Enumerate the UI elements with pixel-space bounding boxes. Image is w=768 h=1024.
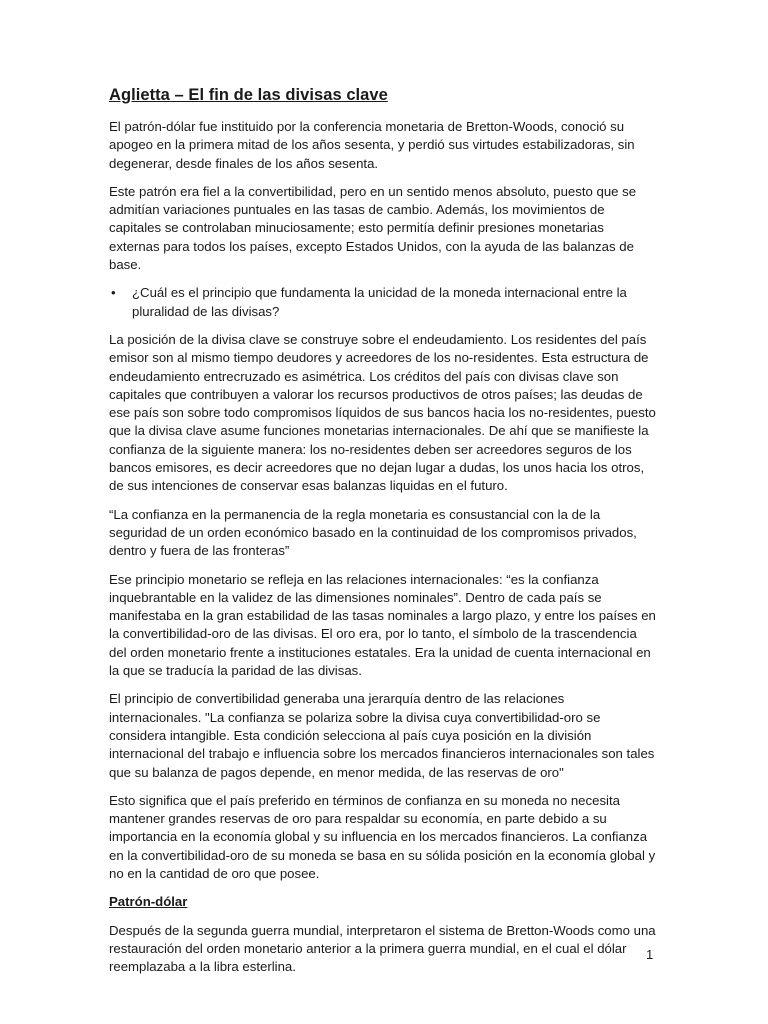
- bullet-list: [109, 284, 657, 321]
- bullet-item: [109, 284, 657, 321]
- document-page: [109, 84, 657, 986]
- paragraph: La posición de la divisa clave se construye sobre el endeudamiento. Los residentes del país emisor son al mismo tiempo deudores y acreedores de los no-residentes. Esta estructura de endeudamiento entrecruzado es asimétrica. Los créditos del país con divisas clave son capitales que contribuyen a valorar los recursos productivos de otros países; las deudas de ese país son sobre todo compromisos líquidos de sus bancos hacia los no-residentes, puesto que la divisa clave asume funciones monetarias internacionales. De ahí que se manifieste la confianza de la siguiente manera: los no-residentes deben ser acreedores seguros de los bancos emisores, es decir acreedores que no dejan lugar a dudas, los unos hacia los otros, de sus intenciones de conservar esas balanzas liquidas en el futuro.: [109, 331, 656, 494]
- paragraph: El principio de convertibilidad generaba una jerarquía dentro de las relaciones internacionales. "La confianza se polariza sobre la divisa cuya convertibilidad-oro se considera intangible. Esta condición selecciona al país cuya posición en la división internacional del trabajo e influencia sobre los mercados financieros internacionales son tales que su balanza de pagos depende, en menor medida, de las reservas de oro": [109, 691, 655, 780]
- bullet-icon: •: [111, 285, 116, 301]
- paragraph: Esto significa que el país preferido en términos de confianza en su moneda no necesita mantener grandes reservas de oro para respaldar su economía, en parte debido a su importancia en la economía global y su influencia en los mercados financieros. La confianza en la convertibilidad-oro de su moneda se basa en su sólida posición en la economía global y no en la cantidad de oro que posee.: [109, 792, 656, 881]
- section-heading: Patrón-dólar: [109, 894, 188, 910]
- quote-paragraph: “La confianza en la permanencia de la regla monetaria es consustancial con la de la seguridad de un orden económico basado en la continuidad de los compromisos privados, dentro y fuera de las fronteras”: [109, 506, 637, 559]
- page-number: 1: [646, 947, 654, 962]
- document-title: Aglietta – El fin de las divisas clave: [109, 86, 388, 104]
- bullet-text: ¿Cuál es el principio que fundamenta la unicidad de la moneda internacional entre la pluralidad de las divisas?: [132, 285, 627, 319]
- paragraph: Este patrón era fiel a la convertibilidad, pero en un sentido menos absoluto, puesto que se admitían variaciones puntuales en las tasas de cambio. Además, los movimientos de capitales se controlaban minuciosamente; esto permitía definir presiones monetarias externas para todos los países, excepto Estados Unidos, con la ayuda de las balanzas de base.: [109, 183, 637, 273]
- paragraph: Después de la segunda guerra mundial, interpretaron el sistema de Bretton-Woods como una restauración del orden monetario anterior a la primera guerra mundial, en el cual el dólar reemplazaba a la libra esterlina.: [109, 922, 656, 975]
- paragraph: Ese principio monetario se refleja en las relaciones internacionales: “es la confianza inquebrantable en la validez de las dimensiones nominales”. Dentro de cada país se manifestaba en la gran estabilidad de las tasas nominales a largo plazo, y entre los países en la convertibilidad-oro de las divisas. El oro era, por lo tanto, el símbolo de la trascendencia del orden monetario frente a instituciones estatales. Era la unidad de cuenta internacional en la que se traducía la paridad de las divisas.: [109, 571, 656, 679]
- paragraph: El patrón-dólar fue instituido por la conferencia monetaria de Bretton-Woods, conoció su apogeo en la primera mitad de los años sesenta, y perdió sus virtudes estabilizadoras, sin degenerar, desde finales de los años sesenta.: [109, 119, 635, 171]
